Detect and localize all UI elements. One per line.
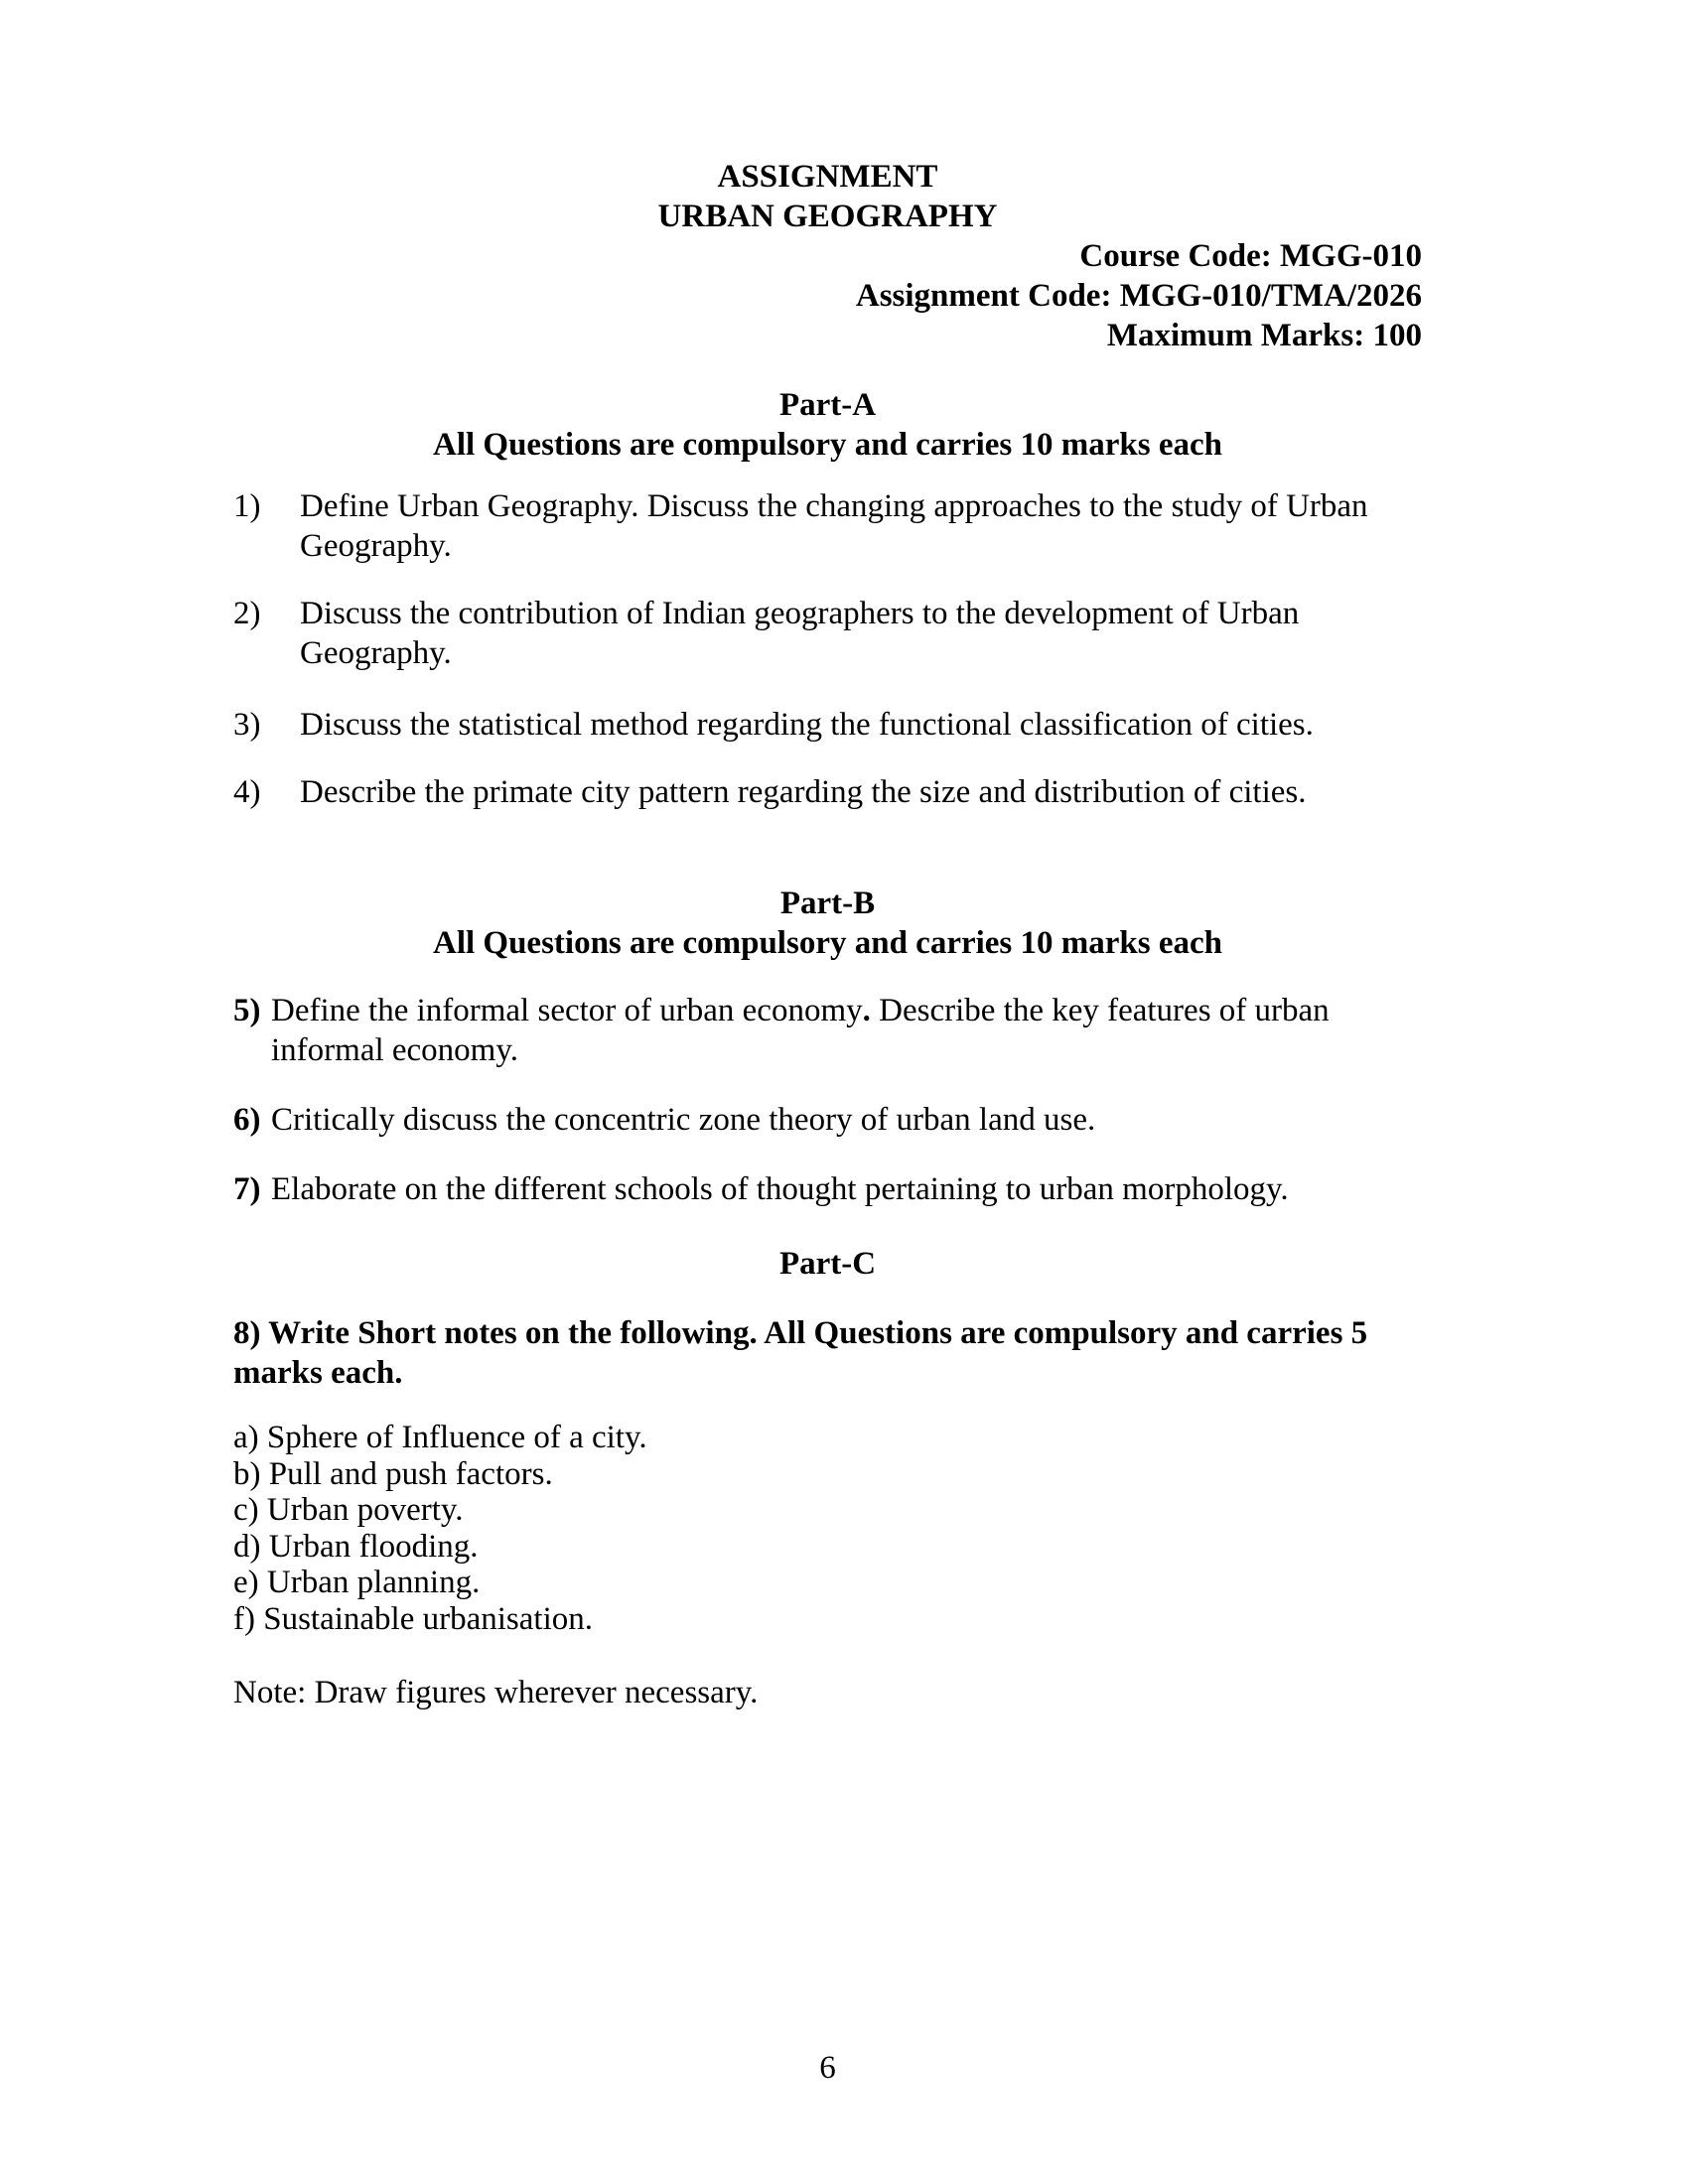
course-info-block [233,236,1422,355]
question-8: 8) Write Short notes on the following. All Questions are compulsory and carries 5 marks each. [233,1315,1368,1391]
short-note-d: d) Urban flooding. [233,1528,479,1565]
question-2-number: 2) [233,596,261,631]
short-note-c: c) Urban poverty. [233,1492,464,1528]
maximum-marks: Maximum Marks: 100 [1106,318,1422,353]
part-b-title: Part-B [779,886,876,921]
page-number: 6 [819,2050,836,2086]
short-note-b: b) Pull and push factors. [233,1455,553,1492]
document-title [233,157,1422,236]
question-7-number: 7) [233,1171,261,1207]
title-line-subject: URBAN GEOGRAPHY [657,199,998,234]
question-4 [233,772,1422,812]
part-a-heading [233,385,1422,465]
question-5-text: Define the informal sector of urban economy. Describe the key features of urban informal economy. [271,993,1330,1068]
question-1-number: 1) [233,488,261,524]
course-code: Course Code: MGG-010 [1079,238,1422,274]
question-2 [233,594,1422,673]
note-line: Note: Draw figures wherever necessary. [233,1675,759,1710]
question-6-text: Critically discuss the concentric zone theory of urban land use. [271,1102,1096,1138]
question-6-number: 6) [233,1102,261,1138]
assignment-code: Assignment Code: MGG-010/TMA/2026 [855,278,1422,314]
question-7 [233,1169,1422,1209]
short-note-a: a) Sphere of Influence of a city. [233,1420,647,1455]
short-note-e: e) Urban planning. [233,1565,481,1600]
part-b-subheading: All Questions are compulsory and carries 10 marks each [432,925,1222,961]
title-line-assignment: ASSIGNMENT [717,159,938,195]
question-3-number: 3) [233,707,261,743]
part-b-heading [233,884,1422,963]
part-a-title: Part-A [778,387,877,423]
part-a-subheading: All Questions are compulsory and carries 10 marks each [432,427,1222,463]
question-7-text: Elaborate on the different schools of thought pertaining to urban morphology. [271,1171,1289,1207]
question-4-text: Describe the primate city pattern regarding the size and distribution of cities. [300,774,1307,810]
question-5 [233,991,1422,1070]
question-3 [233,705,1422,745]
short-note-f: f) Sustainable urbanisation. [233,1600,594,1637]
part-c-heading [233,1244,1422,1284]
question-1 [233,486,1422,566]
question-4-number: 4) [233,774,261,810]
question-1-text: Define Urban Geography. Discuss the changing approaches to the study of Urban Geography. [300,488,1368,564]
short-notes-list [233,1420,1422,1637]
question-2-text: Discuss the contribution of Indian geographers to the development of Urban Geography. [300,596,1300,671]
question-5-number: 5) [233,993,261,1028]
part-c-title: Part-C [778,1246,877,1282]
question-6 [233,1100,1422,1140]
question-3-text: Discuss the statistical method regarding the functional classification of cities. [300,707,1314,743]
